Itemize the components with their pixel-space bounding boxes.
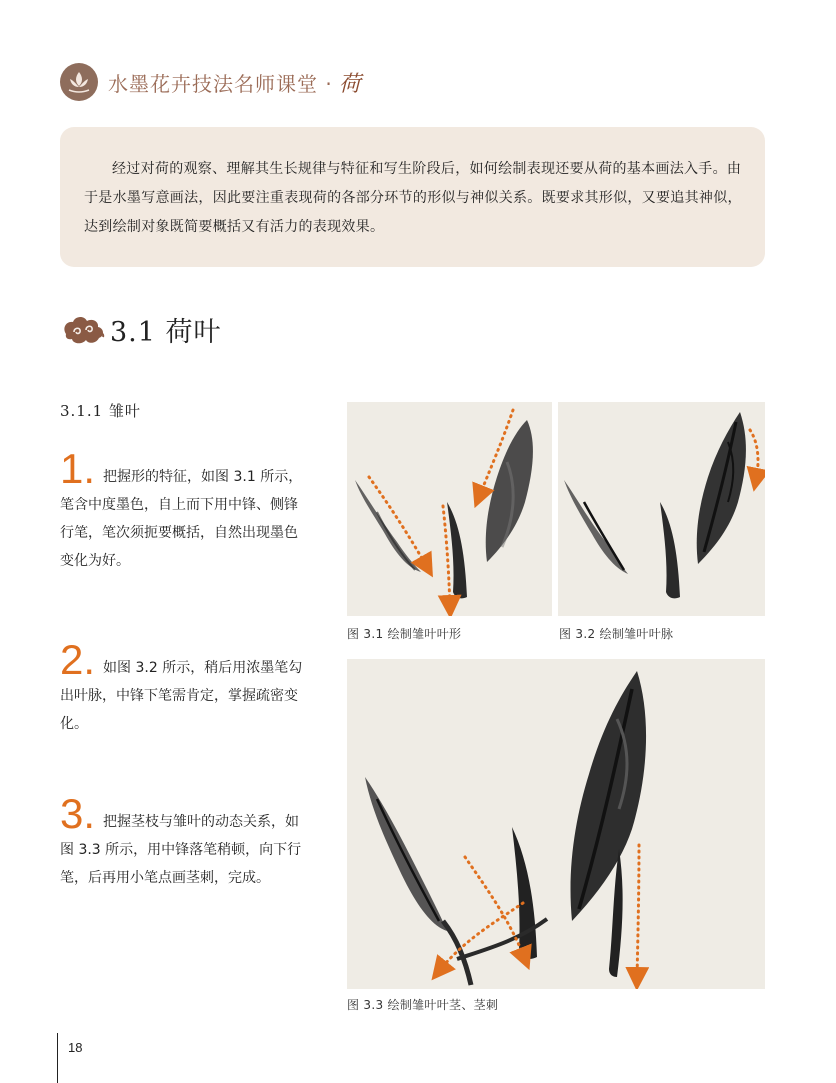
step-text: 把握茎枝与雏叶的动态关系，如图 3.3 所示，用中锋落笔稍顿，向下行笔，后再用小笔点画茎刺，完成。	[60, 814, 302, 886]
step-3	[60, 790, 310, 892]
figure-caption: 图 3.2 绘制雏叶叶脉	[559, 627, 674, 641]
section-title: 3.1 荷叶	[110, 317, 222, 348]
step-number: 3.	[60, 790, 96, 837]
running-header	[60, 62, 361, 102]
book-series-title: 水墨花卉技法名师课堂 ·	[108, 71, 333, 96]
step-2	[60, 636, 310, 738]
figure-3-2-image	[558, 402, 765, 616]
step-1	[60, 445, 310, 575]
figure-caption: 图 3.1 绘制雏叶叶形	[347, 627, 462, 641]
intro-box	[60, 127, 765, 267]
lotus-seal-icon	[60, 63, 98, 101]
step-text: 把握形的特征，如图 3.1 所示，笔含中度墨色，自上而下用中锋、侧锋行笔，笔次须扼要概括，自然出现墨色变化为好。	[60, 469, 303, 569]
subsection-title: 3.1.1 雏叶	[60, 402, 141, 420]
figure-3-3-image	[347, 659, 765, 989]
step-number: 2.	[60, 636, 96, 683]
page-number: 18	[68, 1040, 83, 1055]
step-number: 1.	[60, 445, 96, 492]
step-text: 如图 3.2 所示，稍后用浓墨笔勾出叶脉，中锋下笔需肯定，掌握疏密变化。	[60, 660, 303, 732]
figure-caption: 图 3.3 绘制雏叶叶茎、茎刺	[347, 998, 499, 1012]
figure-3-1-image	[347, 402, 552, 616]
chapter-mark: 荷	[338, 71, 361, 97]
section-heading	[60, 310, 222, 349]
auspicious-cloud-icon	[60, 312, 106, 348]
footer-rule	[57, 1033, 58, 1083]
intro-paragraph: 经过对荷的观察、理解其生长规律与特征和写生阶段后，如何绘制表现还要从荷的基本画法入手。由于是水墨写意画法，因此要注重表现荷的各部分环节的形似与神似关系。既要求其形似，又要追其神似，达到绘制对象既简要概括又有活力的表现效果。	[84, 161, 742, 235]
